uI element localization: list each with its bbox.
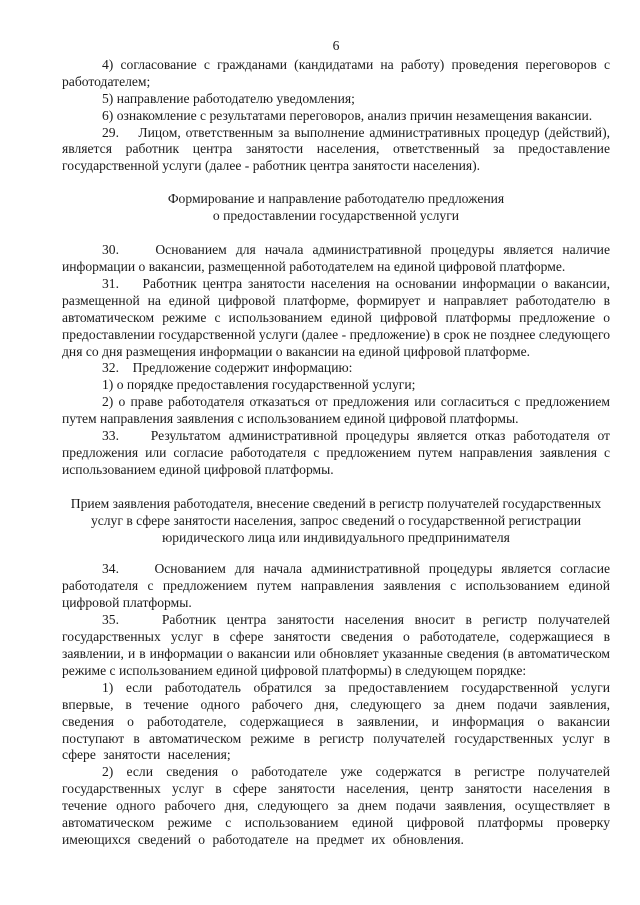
paragraph-33: 33. Результатом административной процедуры является отказ работодателя от предложения или согласие работодателя с предложением путем направления заявления с использованием единой цифровой платформы. — [62, 428, 610, 477]
section-heading-offer — [62, 191, 610, 225]
paragraph-32: 32. Предложение содержит информацию: — [102, 360, 353, 376]
paragraph-29: 29. Лицом, ответственным за выполнение административных процедур (действий), является работник центра занятости населения, ответственный за предоставление государственной услуги (далее - работник центра занятости населения). — [62, 124, 610, 174]
paragraph-34: 34. Основанием для начала административной процедуры является согласие работодателя с предложением путем направления заявления с использованием единой цифровой платформы. — [62, 561, 610, 611]
page-number: 6 — [332, 38, 340, 53]
section-heading-application — [62, 496, 610, 547]
paragraph-35: 35. Работник центра занятости населения вносит в регистр получателей государственных услуг в сфере занятости сведения о работодателе, содержащиеся в заявлении, и в информации о вакансии или обновляет указанные сведения (в автоматическом режиме с использованием единой цифровой платформы) в следующем порядке: — [62, 612, 610, 678]
heading-line: Прием заявления работодателя, внесение сведений в регистр получателей государственных — [70, 495, 602, 511]
paragraph-item-4: 4) согласование с гражданами (кандидатами на работу) проведения переговоров с работодателем; — [62, 56, 610, 89]
paragraph-35-item-1: 1) если работодатель обратился за предоставлением государственной услуги впервые, в течение одного рабочего дня, следующего за днем подачи заявления, сведения о работодателе, содержащиеся в заявлении, и информация о вакансии поступают в автоматическом режиме в регистр получателей государственных услуг в сфере занятости населения; — [62, 679, 610, 763]
paragraph-item-5: 5) направление работодателю уведомления; — [102, 90, 355, 106]
heading-line: юридического лица или индивидуального предпринимателя — [162, 529, 510, 545]
paragraph-30: 30. Основанием для начала административной процедуры является наличие информации о вакансии, размещенной работодателем на единой цифровой платформе. — [62, 242, 610, 274]
paragraph-35-item-2: 2) если сведения о работодателе уже содержатся в регистре получателей государственных услуг в сфере занятости населения, центр занятости населения в течение одного рабочего дня, следующего за днем подачи заявления, осуществляет в автоматическом режиме с использованием единой цифровой платформы проверку имеющихся сведений о работодателе на предмет их обновления. — [62, 764, 610, 847]
paragraph-item-6: 6) ознакомление с результатами переговоров, анализ причин незамещения вакансии. — [102, 107, 593, 123]
paragraph-32-item-2: 2) о праве работодателя отказаться от предложения или согласиться с предложением путем направления заявления с использованием единой цифровой платформы. — [62, 394, 610, 427]
heading-line: о предоставлении государственной услуги — [212, 208, 460, 224]
heading-line: услуг в сфере занятости населения, запрос сведений о государственной регистрации — [90, 512, 582, 528]
document-page — [62, 38, 610, 849]
paragraph-32-item-1: 1) о порядке предоставления государственной услуги; — [102, 377, 416, 393]
paragraph-31: 31. Работник центра занятости населения на основании информации о вакансии, размещенной на единой цифровой платформе, формирует и направляет работодателю в автоматическом режиме с использованием единой цифровой платформы предложение о предоставлении государственной услуги (далее - предложение) в срок не позднее следующего дня со дня размещения информации о вакансии на единой цифровой платформе. — [62, 275, 610, 359]
heading-line: Формирование и направление работодателю предложения — [167, 191, 505, 207]
